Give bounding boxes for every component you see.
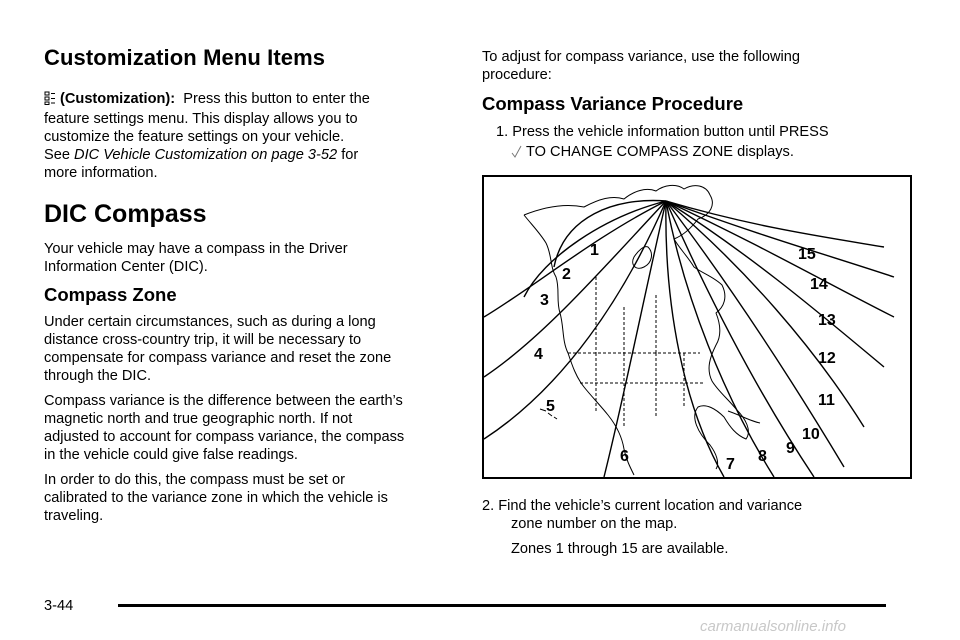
zone-para3-line2: calibrated to the variance zone in which the vehicle is — [44, 490, 388, 506]
zone-label: 3 — [540, 292, 549, 309]
page-number: 3-44 — [44, 598, 74, 614]
step2-note: Zones 1 through 15 are available. — [511, 541, 729, 557]
zone-label: 2 — [562, 266, 571, 283]
zone-label: 10 — [802, 426, 820, 443]
customization-text-4: more information. — [44, 165, 158, 181]
watermark: carmanualsonline.info — [700, 618, 846, 635]
customization-label: (Customization): — [60, 91, 176, 107]
intro-line2: procedure: — [482, 67, 552, 83]
step2-line2: zone number on the map. — [511, 516, 678, 532]
customization-text-1: Press this button to enter the — [183, 91, 370, 107]
customization-text-2: feature settings menu. This display allows you to — [44, 111, 358, 127]
heading-compass-variance-procedure: Compass Variance Procedure — [482, 93, 744, 114]
dic-compass-text-1: Your vehicle may have a compass in the Driver — [44, 241, 348, 257]
zone-label: 9 — [786, 440, 795, 457]
zone-label: 7 — [726, 456, 735, 473]
customization-paragraph — [44, 90, 370, 110]
zone-para3-line3: traveling. — [44, 508, 104, 524]
zone-label: 13 — [818, 312, 836, 329]
dic-compass-text-2: Information Center (DIC). — [44, 259, 208, 275]
customization-see: See — [44, 147, 70, 163]
zone-label: 8 — [758, 448, 767, 465]
zone-para2-line1: Compass variance is the difference between the earth’s — [44, 393, 403, 409]
customization-for: for — [341, 147, 359, 163]
zone-para2-line3: adjusted to account for compass variance, the compass — [44, 429, 405, 445]
zone-label: 5 — [546, 398, 555, 415]
compass-zone-map — [482, 175, 912, 479]
zone-para1-line4: through the DIC. — [44, 368, 152, 384]
zone-para1-line3: compensate for compass variance and reset the zone — [44, 350, 392, 366]
zone-para2-line2: magnetic north and true geographic north. If not — [44, 411, 353, 427]
customization-text-3: customize the feature settings on your vehicle. — [44, 129, 345, 145]
intro-line1: To adjust for compass variance, use the following — [482, 49, 800, 65]
heading-compass-zone: Compass Zone — [44, 284, 177, 305]
step1-line2: TO CHANGE COMPASS ZONE displays. — [526, 144, 794, 160]
step1-line2-wrap — [511, 143, 794, 163]
zone-para1-line2: distance cross-country trip, it will be necessary to — [44, 332, 362, 348]
zone-label: 6 — [620, 448, 629, 465]
footer-rule — [118, 604, 886, 607]
zone-label: 1 — [590, 242, 599, 259]
zone-para2-line4: in the vehicle could give false readings. — [44, 447, 298, 463]
check-icon — [511, 145, 522, 163]
zone-label: 15 — [798, 246, 816, 263]
zone-label: 4 — [534, 346, 543, 363]
heading-customization-menu-items: Customization Menu Items — [44, 45, 326, 70]
zone-label: 12 — [818, 350, 836, 367]
zone-para3-line1: In order to do this, the compass must be set or — [44, 472, 345, 488]
zone-para1-line1: Under certain circumstances, such as during a long — [44, 314, 376, 330]
zone-label: 14 — [810, 276, 828, 293]
step1-line1: 1. Press the vehicle information button until PRESS — [496, 124, 829, 140]
customization-see-line — [44, 146, 358, 164]
compass-zone-map-svg — [484, 177, 910, 477]
heading-dic-compass: DIC Compass — [44, 200, 207, 228]
customization-cross-reference[interactable]: DIC Vehicle Customization on page 3-52 — [74, 147, 338, 163]
zone-label: 11 — [818, 392, 835, 409]
customization-icon — [44, 91, 56, 110]
step2-line1: 2. Find the vehicle’s current location and variance — [482, 498, 803, 514]
